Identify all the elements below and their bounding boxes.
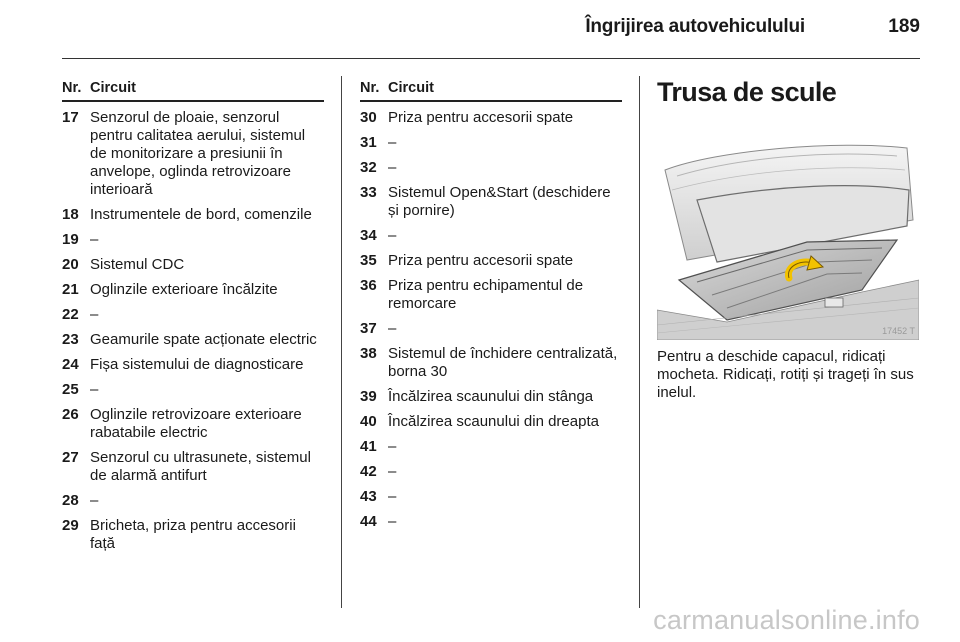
fuse-number: 35	[360, 252, 377, 269]
fuse-number: 28	[62, 492, 79, 509]
table-row	[360, 109, 622, 127]
table-row	[62, 406, 324, 442]
table-row	[62, 517, 324, 553]
table-row	[62, 206, 324, 224]
circuit-description: Geamurile spate acționate electric	[90, 331, 317, 348]
circuit-description: –	[388, 227, 397, 244]
fuse-number: 30	[360, 109, 377, 126]
fuse-number: 17	[62, 109, 79, 126]
circuit-description: Sistemul de închidere centralizată, borna 30	[388, 345, 618, 380]
circuit-description: –	[90, 492, 99, 509]
circuit-description: –	[388, 159, 397, 176]
table-row	[360, 438, 622, 456]
header-circuit: Circuit	[388, 80, 434, 96]
table-row	[360, 488, 622, 506]
circuit-description: Senzorul cu ultrasunete, sistemul de alarmă antifurt	[90, 449, 311, 484]
fuse-number: 32	[360, 159, 377, 176]
fuse-number: 27	[62, 449, 79, 466]
trunk-floor-drawing	[657, 130, 919, 340]
table-row	[62, 281, 324, 299]
circuit-description: Priza pentru accesorii spate	[388, 252, 574, 269]
tool-kit-section	[657, 77, 922, 402]
circuit-description: Fișa sistemului de diagnosticare	[90, 356, 304, 373]
column-divider-2	[639, 76, 640, 608]
table-row	[62, 306, 324, 324]
table-row	[360, 134, 622, 152]
table-row	[62, 492, 324, 510]
circuit-description: –	[388, 488, 397, 505]
fuse-number: 34	[360, 227, 377, 244]
section-body-text: Pentru a deschide capacul, ridicați mocheta. Ridicați, rotiți și trageți în sus inelul.	[657, 348, 914, 401]
circuit-description: –	[90, 231, 99, 248]
table-row	[360, 413, 622, 431]
circuit-description: –	[388, 513, 397, 530]
header-rule	[62, 58, 920, 59]
page-header-title: Îngrijirea autovehiculului	[585, 16, 805, 37]
watermark: carmanualsonline.info	[653, 605, 920, 635]
circuit-description: Încălzirea scaunului din dreapta	[388, 413, 599, 430]
circuit-description: Senzorul de ploaie, senzorul pentru calitatea aerului, sistemul de monitorizare a presiunii în anvelope, oglinda retrovizoare interioară	[90, 109, 306, 198]
figure-number: 17452 T	[882, 326, 915, 336]
circuit-description: Încălzirea scaunului din stânga	[388, 388, 594, 405]
tool-kit-illustration	[657, 130, 919, 340]
table-row	[360, 184, 622, 220]
table-row	[62, 109, 324, 199]
table-row	[62, 381, 324, 399]
fuse-number: 42	[360, 463, 377, 480]
fuse-number: 22	[62, 306, 79, 323]
circuit-description: –	[388, 134, 397, 151]
header-nr: Nr.	[360, 80, 380, 96]
fuse-number: 18	[62, 206, 79, 223]
circuit-description: –	[388, 320, 397, 337]
page-number: 189	[888, 16, 920, 37]
fuse-number: 40	[360, 413, 377, 430]
circuit-description: Sistemul CDC	[90, 256, 185, 273]
circuit-description: –	[90, 381, 99, 398]
fuse-number: 43	[360, 488, 377, 505]
circuit-description: Instrumentele de bord, comenzile	[90, 206, 312, 223]
table-header	[360, 80, 622, 102]
table-row	[360, 345, 622, 381]
table-row	[360, 227, 622, 245]
table-row	[62, 449, 324, 485]
table-row	[62, 256, 324, 274]
header-circuit: Circuit	[90, 80, 136, 96]
table-row	[360, 513, 622, 531]
fuse-number: 20	[62, 256, 79, 273]
circuit-description: Priza pentru echipamentul de remorcare	[388, 277, 584, 312]
header-nr: Nr.	[62, 80, 82, 96]
fuse-table-right	[360, 80, 622, 531]
fuse-number: 21	[62, 281, 79, 298]
fuse-number: 36	[360, 277, 377, 294]
table-header	[62, 80, 324, 102]
fuse-number: 38	[360, 345, 377, 362]
circuit-description: Sistemul Open&Start (deschidere și pornire)	[388, 184, 611, 219]
fuse-number: 26	[62, 406, 79, 423]
table-row	[360, 463, 622, 481]
fuse-number: 25	[62, 381, 79, 398]
circuit-description: –	[388, 463, 397, 480]
circuit-description: –	[90, 306, 99, 323]
table-row	[360, 388, 622, 406]
fuse-number: 31	[360, 134, 377, 151]
fuse-number: 41	[360, 438, 377, 455]
circuit-description: Priza pentru accesorii spate	[388, 109, 574, 126]
fuse-table-left	[62, 80, 324, 553]
table-row	[360, 277, 622, 313]
fuse-number: 44	[360, 513, 377, 530]
table-row	[62, 231, 324, 249]
fuse-number: 39	[360, 388, 377, 405]
fuse-number: 24	[62, 356, 79, 373]
table-row	[360, 159, 622, 177]
table-row	[360, 252, 622, 270]
table-row	[62, 331, 324, 349]
fuse-number: 29	[62, 517, 79, 534]
circuit-description: Oglinzile exterioare încălzite	[90, 281, 278, 298]
column-divider-1	[341, 76, 342, 608]
circuit-description: Bricheta, priza pentru accesorii față	[90, 517, 296, 552]
fuse-number: 23	[62, 331, 79, 348]
fuse-number: 19	[62, 231, 79, 248]
fuse-number: 33	[360, 184, 377, 201]
circuit-description: Oglinzile retrovizoare exterioare rabatabile electric	[90, 406, 302, 441]
circuit-description: –	[388, 438, 397, 455]
fuse-number: 37	[360, 320, 377, 337]
table-row	[360, 320, 622, 338]
table-row	[62, 356, 324, 374]
section-title: Trusa de scule	[657, 77, 837, 107]
